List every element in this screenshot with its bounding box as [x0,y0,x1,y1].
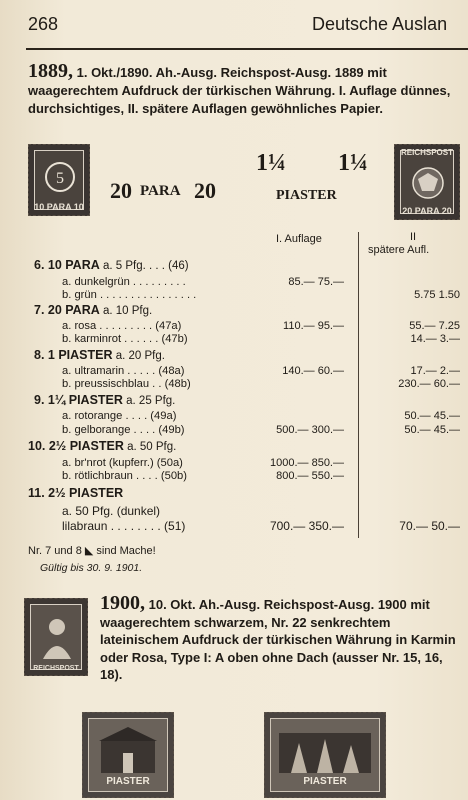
stamp-2-label: 20 PARA 20 [402,206,452,216]
stamp-2-top-label: REICHSPOST [400,148,453,157]
overprint-para-right: 20 [194,178,216,203]
overprint-piaster-word: PIASTER [276,188,337,203]
intro-paragraph [28,62,460,118]
section-1900-year: 1900, [100,592,145,614]
list-item: b. preussischblau . . (48b) [62,378,191,390]
stamp-5-label: PIASTER [303,776,347,787]
building-icon [89,723,167,775]
header-rule [26,48,468,50]
list-item: a. dunkelgrün . . . . . . . . . [62,276,186,288]
intro-text: 1. Okt./1890. Ah.-Ausg. Reichspost-Ausg. 1889 mit waagerechtem Aufdruck der türkischen Währung. I. Auflage dünnes, durchsichtiges, II. spätere Auflagen gewöhnliches Papier. [28,65,451,116]
list-item-main: 11. 2½ PIASTER [28,486,124,500]
list-item: a. rotorange . . . . (49a) [62,410,177,422]
list-item-main: 6. 10 PARA a. 5 Pfg. . . . (46) [34,258,189,272]
section-1900-paragraph [100,592,462,684]
stamp-image-5 [264,712,386,798]
list-item-main: 7. 20 PARA a. 10 Pfg. [34,303,153,317]
price-first: 85.— 75.— [288,276,344,288]
list-item: a. br'nrot (kupferr.) (50a) [62,457,183,469]
list-item-main: 8. 1 PIASTER a. 20 Pfg. [34,348,165,362]
list-item-main: 9. 1¼ PIASTER a. 25 Pfg. [34,393,176,407]
price-second: 70.— 50.— [399,519,460,533]
overprint-piaster-right: 1¼ [338,150,368,176]
list-item: b. karminrot . . . . . . (47b) [62,333,188,345]
numeral-5-icon [35,157,85,197]
note-mache: Nr. 7 und 8 ◣ sind Mache! [28,545,156,557]
list-item: b. rötlichbraun . . . . (50b) [62,470,187,482]
stamp-image-3 [24,598,88,676]
overprint-para-left: 20 [110,178,132,203]
group-scene-icon [271,723,379,775]
overprint-para-word: PARA [140,183,181,199]
price-second: 50.— 45.— [404,410,460,422]
eagle-icon [401,161,455,205]
price-first: 500.— 300.— [276,424,344,436]
portrait-icon [31,611,83,661]
list-item: a. ultramarin . . . . . (48a) [62,365,185,377]
list-item: b. gelborange . . . . (49b) [62,424,185,436]
column-header-second-text: spätere Aufl. [368,244,430,256]
stamp-image-2 [394,144,460,220]
stamp-image-4 [82,712,174,798]
price-second: 17.— 2.— [410,365,460,377]
list-item: b. grün . . . . . . . . . . . . . . . . [62,289,197,301]
list-item: lilabraun . . . . . . . . (51) [62,519,186,533]
price-first: 110.— 95.— [283,320,344,332]
price-second: 55.— 7.25 [409,320,460,332]
price-first: 140.— 60.— [282,365,344,377]
page-title: Deutsche Auslan [312,14,448,34]
price-first: 700.— 350.— [269,519,344,533]
column-divider [358,232,359,538]
column-header-first: I. Auflage [276,233,322,245]
stamp-1-label: 10 PARA 10 [34,202,84,212]
section-1900-text: 10. Okt. Ah.-Ausg. Reichspost-Ausg. 1900 mit waagerechtem schwarzem, Nr. 22 senkrechtem lateinischem Aufdruck der türkischen Währung in Karmin oder Rosa, Type I: A oben ohne Dach (ausser Nr. 15, 16, 18). [100,597,456,683]
overprint-piaster-left: 1¼ [256,150,286,176]
page-number: 268 [28,14,59,34]
price-second: 230.— 60.— [398,378,460,390]
stamp-4-label: PIASTER [106,776,150,787]
stamp-image-1 [28,144,90,216]
note-valid: Gültig bis 30. 9. 1901. [40,562,143,574]
list-item: a. 50 Pfg. (dunkel) [62,504,161,518]
list-item: a. rosa . . . . . . . . . (47a) [62,320,182,332]
price-second: 50.— 45.— [404,424,460,436]
price-second: 14.— 3.— [410,333,460,345]
svg-text:5: 5 [56,170,64,187]
price-second: 5.75 1.50 [414,289,460,301]
price-first: 1000.— 850.— [270,457,344,469]
column-header-second-num: II [410,231,417,243]
stamp-3-label: REICHSPOST [33,665,79,672]
list-item-main: 10. 2½ PIASTER a. 50 Pfg. [28,439,177,453]
intro-year: 1889, [28,60,73,82]
price-first: 800.— 550.— [276,470,344,482]
